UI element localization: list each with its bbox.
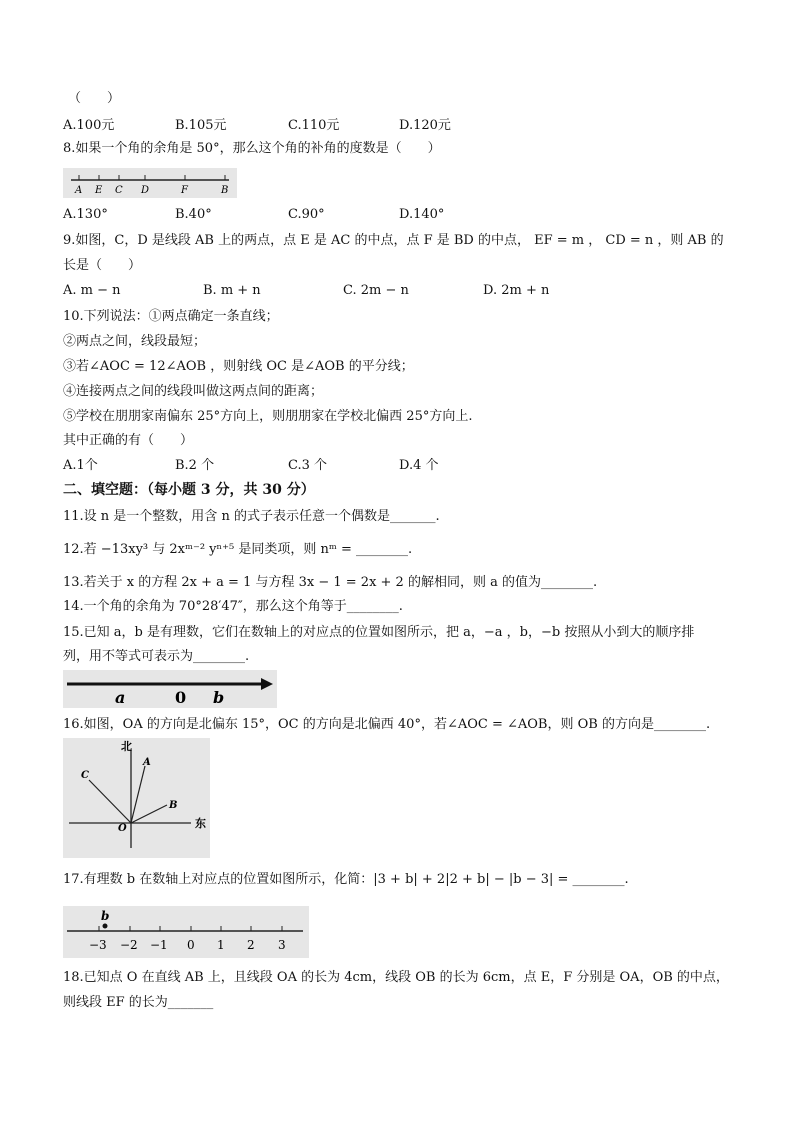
question-18-line2: 则线段 EF 的长为_______ [63,995,214,1010]
point-c-label: C [81,770,89,781]
compass-svg [63,738,210,858]
point-b-dot [103,924,108,929]
label-a: a [115,688,126,707]
question-10-line4: ④连接两点之间的线段叫做这两点间的距离； [63,384,324,399]
question-16: 16.如图，OA 的方向是北偏东 15°，OC 的方向是北偏西 40°，若∠AOC = ∠AOB，则 OB 的方向是________. [63,717,711,732]
tick-label-neg2: −2 [120,938,138,952]
question-15-line2: 列，用不等式可表示为________. [63,649,250,664]
question-14: 14.一个角的余角为 70°28′47″，那么这个角等于________. [63,599,403,614]
label-b: B [221,185,229,196]
number-line-1-svg [63,670,277,708]
label-f: F [181,185,188,196]
segment-figure-svg [63,168,237,198]
question-9-line2: 长是（ ） [63,258,142,273]
q10-option-d: D.4 个 [399,458,439,473]
question-10-line1: 10.下列说法：①两点确定一条直线； [63,309,279,324]
q7-answer-bracket: （ ） [68,91,121,106]
q10-option-a: A.1个 [63,458,98,473]
q8-option-c: C.90° [288,207,325,222]
label-zero: 0 [175,688,187,707]
tick-label-neg3: −3 [89,938,107,952]
tick-label-neg1: −1 [150,938,168,952]
tick-label-1: 1 [217,938,225,952]
ray-ob [131,805,167,823]
q9-option-a: A. m − n [63,283,121,298]
number-line-figure-2 [63,906,309,958]
question-11: 11.设 n 是一个整数，用含 n 的式子表示任意一个偶数是_______. [63,509,440,524]
section-2-heading: 二、填空题：（每小题 3 分，共 30 分） [63,482,315,498]
q9-option-d: D. 2m + n [483,283,550,298]
label-b: b [213,688,225,707]
question-17: 17.有理数 b 在数轴上对应点的位置如图所示，化简：|3 + b| + 2|2 + b| − |b − 3| = ________. [63,872,629,887]
q9-option-b: B. m + n [203,283,261,298]
question-15-line1: 15.已知 a，b 是有理数，它们在数轴上的对应点的位置如图所示，把 a，−a ，b，−b 按照从小到大的顺序排 [63,625,695,640]
ray-oc [89,780,131,823]
label-a: A [75,185,83,196]
question-12: 12.若 −13xy³ 与 2xᵐ⁻² yⁿ⁺⁵ 是同类项，则 nᵐ = ________. [63,542,413,557]
label-d: D [141,185,150,196]
q7-option-c: C.110元 [288,118,340,133]
arrow-head [261,678,273,690]
segment-figure [63,168,237,198]
point-b-label: B [169,800,178,811]
q9-option-c: C. 2m − n [343,283,409,298]
question-8: 8.如果一个角的余角是 50°，那么这个角的补角的度数是（ ） [63,141,441,156]
point-a-label: A [143,757,151,768]
point-b-label: b [101,909,110,923]
q10-option-c: C.3 个 [288,458,328,473]
number-line-2-svg [63,906,309,958]
question-9-line1: 9.如图，C，D 是线段 AB 上的两点，点 E 是 AC 的中点，点 F 是 BD 的中点， EF = m ， CD = n ，则 AB 的 [63,233,724,248]
number-line-figure-1 [63,670,277,708]
question-10-line2: ②两点之间，线段最短； [63,334,207,349]
q8-option-b: B.40° [175,207,212,222]
label-c: C [115,185,123,196]
question-10-line5: ⑤学校在朋朋家南偏东 25°方向上，则朋朋家在学校北偏西 25°方向上. [63,409,473,424]
q10-option-b: B.2 个 [175,458,215,473]
tick-label-0: 0 [187,938,195,952]
point-o-label: O [118,823,127,834]
q8-option-d: D.140° [399,207,445,222]
label-e: E [95,185,103,196]
ray-oa [131,766,145,823]
question-10-line3: ③若∠AOC = 12∠AOB ，则射线 OC 是∠AOB 的平分线； [63,359,414,374]
north-label: 北 [121,740,132,753]
q8-option-a: A.130° [63,207,108,222]
question-10-line6: 其中正确的有（ ） [63,433,194,448]
q7-option-a: A.100元 [63,118,115,133]
q7-option-b: B.105元 [175,118,227,133]
q7-option-d: D.120元 [399,118,451,133]
question-18-line1: 18.已知点 O 在直线 AB 上，且线段 OA 的长为 4cm，线段 OB 的长为 6cm，点 E，F 分别是 OA，OB 的中点， [63,970,729,985]
east-label: 东 [195,817,206,830]
tick-label-2: 2 [247,938,255,952]
question-13: 13.若关于 x 的方程 2x + a = 1 与方程 3x − 1 = 2x + 2 的解相同，则 a 的值为________. [63,575,598,590]
compass-figure [63,738,210,858]
tick-label-3: 3 [278,938,286,952]
